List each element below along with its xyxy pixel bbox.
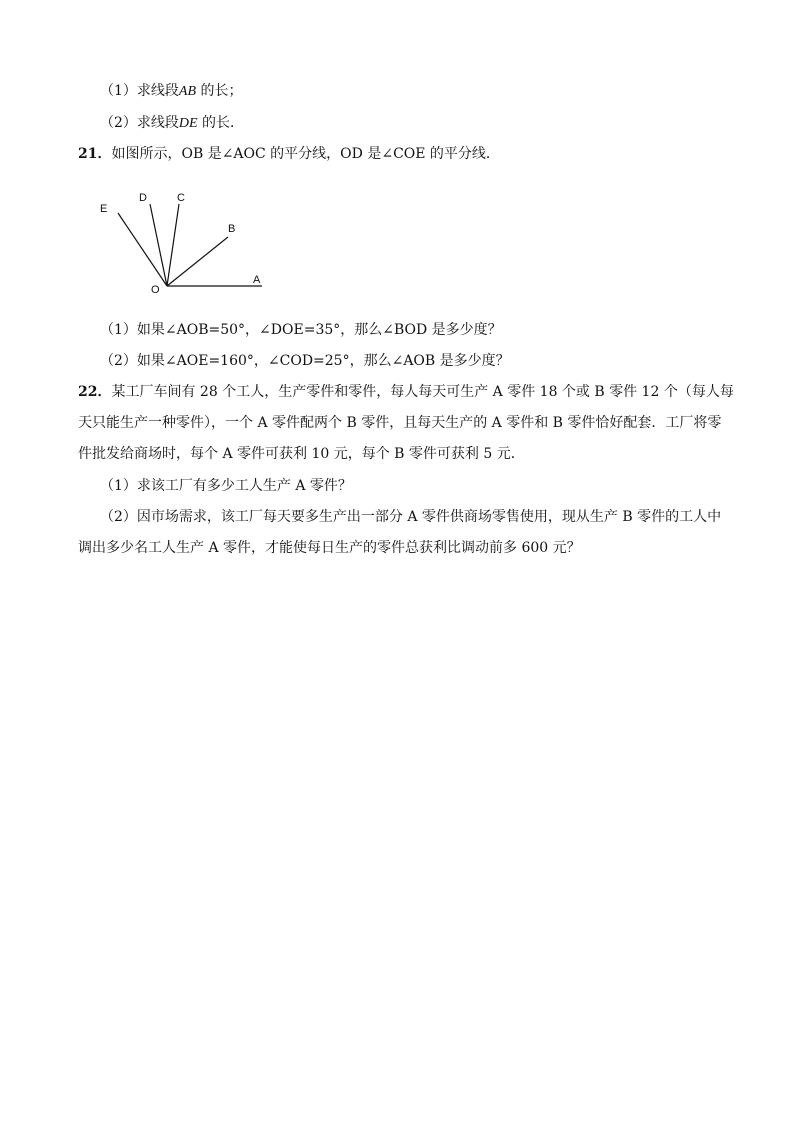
label-e: E [100,203,108,215]
q21-part1: （1）如果∠AOB=50°，∠DOE=35°，那么∠BOD 是多少度？ [100,322,502,338]
label-o: O [151,284,160,296]
angle-figure [88,180,278,300]
q22-line1-text: 某工厂车间有 28 个工人，生产零件和零件，每人每天可生产 A 零件 18 个或 B 零件 12 个（每人每 [111,384,734,400]
q20-part2-tail: 的长． [197,115,245,131]
q22-part2-line1: （2）因市场需求，该工厂每天要多生产出一部分 A 零件供商场零售使用，现从生产 B 零件的工人中 [100,509,722,525]
q21-number: 21． [78,146,112,162]
q21-stem [78,144,500,164]
q21-part2: （2）如果∠AOE=160°，∠COD=25°，那么∠AOB 是多少度？ [100,353,510,369]
q20-part2-text: （2）求线段 [100,115,179,131]
ray-ob [167,237,228,286]
segment-de: DE [178,116,198,131]
q22-stem-line3: 件批发给商场时，每个 A 零件可获利 10 元，每个 B 零件可获利 5 元． [78,446,525,462]
label-c: C [177,192,185,204]
q20-part1-tail: 的长； [196,83,243,99]
q22-part1: （1）求该工厂有多少工人生产 A 零件？ [100,478,352,494]
q22-part2-line2: 调出多少名工人生产 A 零件，才能使每日生产的零件总获利比调动前多 600 元？ [78,540,581,556]
segment-ab: AB [178,84,197,99]
q20-part2 [100,113,244,134]
q22-number: 22． [78,384,112,400]
label-d: D [139,192,147,204]
q20-part1 [100,81,242,102]
label-b: B [228,223,236,235]
label-a: A [253,274,261,286]
ray-oc [167,204,179,286]
q22-stem-line1 [78,382,734,402]
q22-stem-line2: 天只能生产一种零件），一个 A 零件配两个 B 零件，且每天生产的 A 零件和 B 零件恰好配套．工厂将零 [78,415,722,431]
q21-stem-text: 如图所示，OB 是∠AOC 的平分线，OD 是∠COE 的平分线． [111,146,500,162]
q20-part1-text: （1）求线段 [100,83,179,99]
